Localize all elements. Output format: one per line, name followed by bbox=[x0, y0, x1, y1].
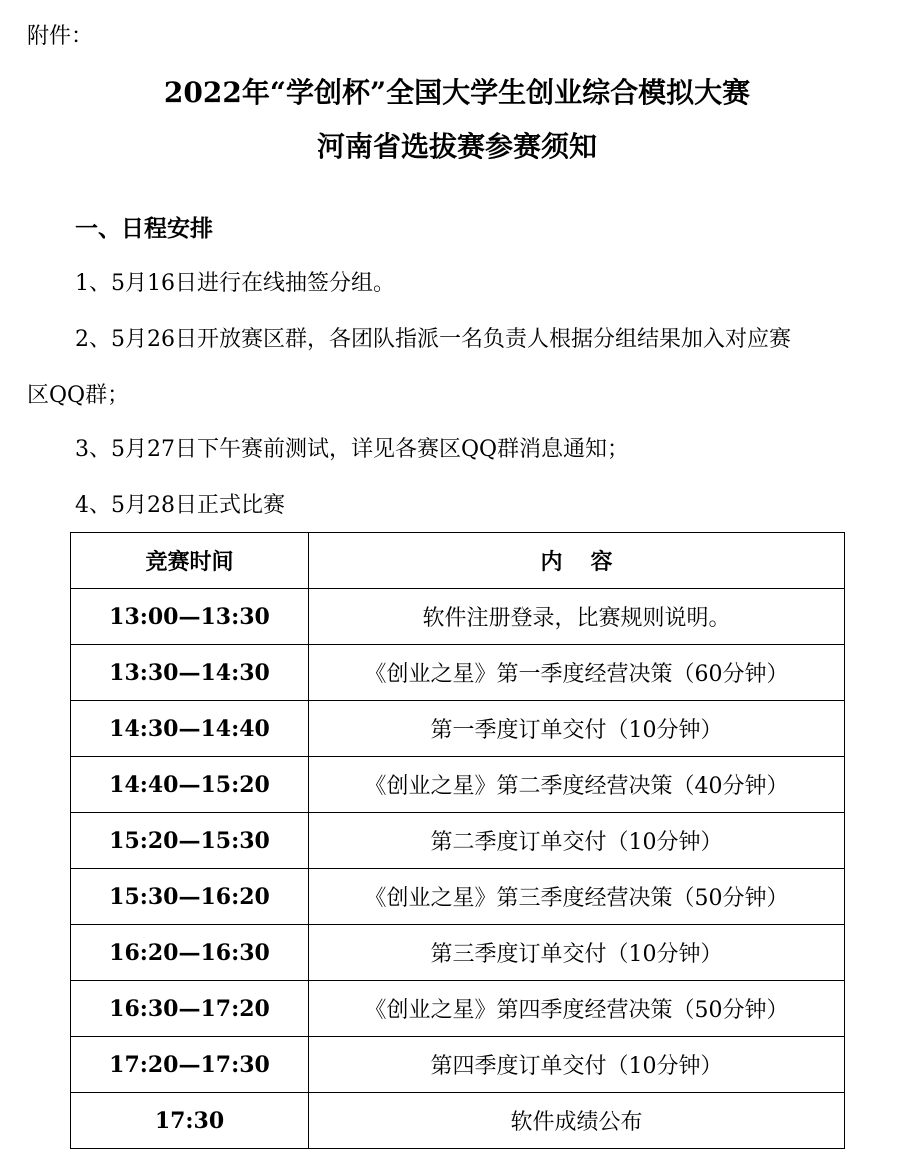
table-row bbox=[71, 813, 845, 869]
content-cell: 《创业之星》第三季度经营决策（50分钟） bbox=[309, 869, 845, 925]
schedule-item-3: 3、5月27日下午赛前测试，详见各赛区QQ群消息通知； bbox=[75, 437, 630, 462]
table-row bbox=[71, 645, 845, 701]
header-time: 竞赛时间 bbox=[71, 533, 309, 589]
time-cell: 15:20—15:30 bbox=[71, 813, 309, 869]
content-cell: 软件注册登录，比赛规则说明。 bbox=[309, 589, 845, 645]
time-cell: 16:20—16:30 bbox=[71, 925, 309, 981]
table-row bbox=[71, 869, 845, 925]
time-cell: 17:30 bbox=[71, 1093, 309, 1149]
content-cell: 《创业之星》第四季度经营决策（50分钟） bbox=[309, 981, 845, 1037]
schedule-item-2: 2、5月26日开放赛区群，各团队指派一名负责人根据分组结果加入对应赛 bbox=[75, 327, 791, 352]
content-cell: 《创业之星》第二季度经营决策（40分钟） bbox=[309, 757, 845, 813]
schedule-item-2-continued: 区QQ群； bbox=[27, 383, 130, 408]
time-cell: 14:30—14:40 bbox=[71, 701, 309, 757]
table-row bbox=[71, 925, 845, 981]
header-content-label: 内容 bbox=[540, 549, 641, 575]
content-cell: 第二季度订单交付（10分钟） bbox=[309, 813, 845, 869]
time-cell: 13:00—13:30 bbox=[71, 589, 309, 645]
content-cell: 《创业之星》第一季度经营决策（60分钟） bbox=[309, 645, 845, 701]
table-header-row bbox=[71, 533, 845, 589]
content-cell: 第一季度订单交付（10分钟） bbox=[309, 701, 845, 757]
time-cell: 17:20—17:30 bbox=[71, 1037, 309, 1093]
attachment-label: 附件： bbox=[27, 24, 94, 49]
table-row bbox=[71, 757, 845, 813]
document-subtitle: 河南省选拔赛参赛须知 bbox=[316, 130, 597, 163]
content-cell: 软件成绩公布 bbox=[309, 1093, 845, 1149]
table-row bbox=[71, 981, 845, 1037]
content-cell: 第三季度订单交付（10分钟） bbox=[309, 925, 845, 981]
schedule-item-4: 4、5月28日正式比赛 bbox=[75, 493, 285, 518]
schedule-item-1: 1、5月16日进行在线抽签分组。 bbox=[75, 271, 395, 296]
time-cell: 14:40—15:20 bbox=[71, 757, 309, 813]
table-row bbox=[71, 1037, 845, 1093]
table-row bbox=[71, 1093, 845, 1149]
time-cell: 13:30—14:30 bbox=[71, 645, 309, 701]
table-row bbox=[71, 589, 845, 645]
document-title: 2022年“学创杯”全国大学生创业综合模拟大赛 bbox=[163, 76, 751, 109]
schedule-table bbox=[70, 532, 845, 1149]
time-cell: 15:30—16:20 bbox=[71, 869, 309, 925]
section-heading-schedule: 一、日程安排 bbox=[75, 215, 213, 242]
header-content bbox=[309, 533, 845, 589]
time-cell: 16:30—17:20 bbox=[71, 981, 309, 1037]
table-row bbox=[71, 701, 845, 757]
content-cell: 第四季度订单交付（10分钟） bbox=[309, 1037, 845, 1093]
